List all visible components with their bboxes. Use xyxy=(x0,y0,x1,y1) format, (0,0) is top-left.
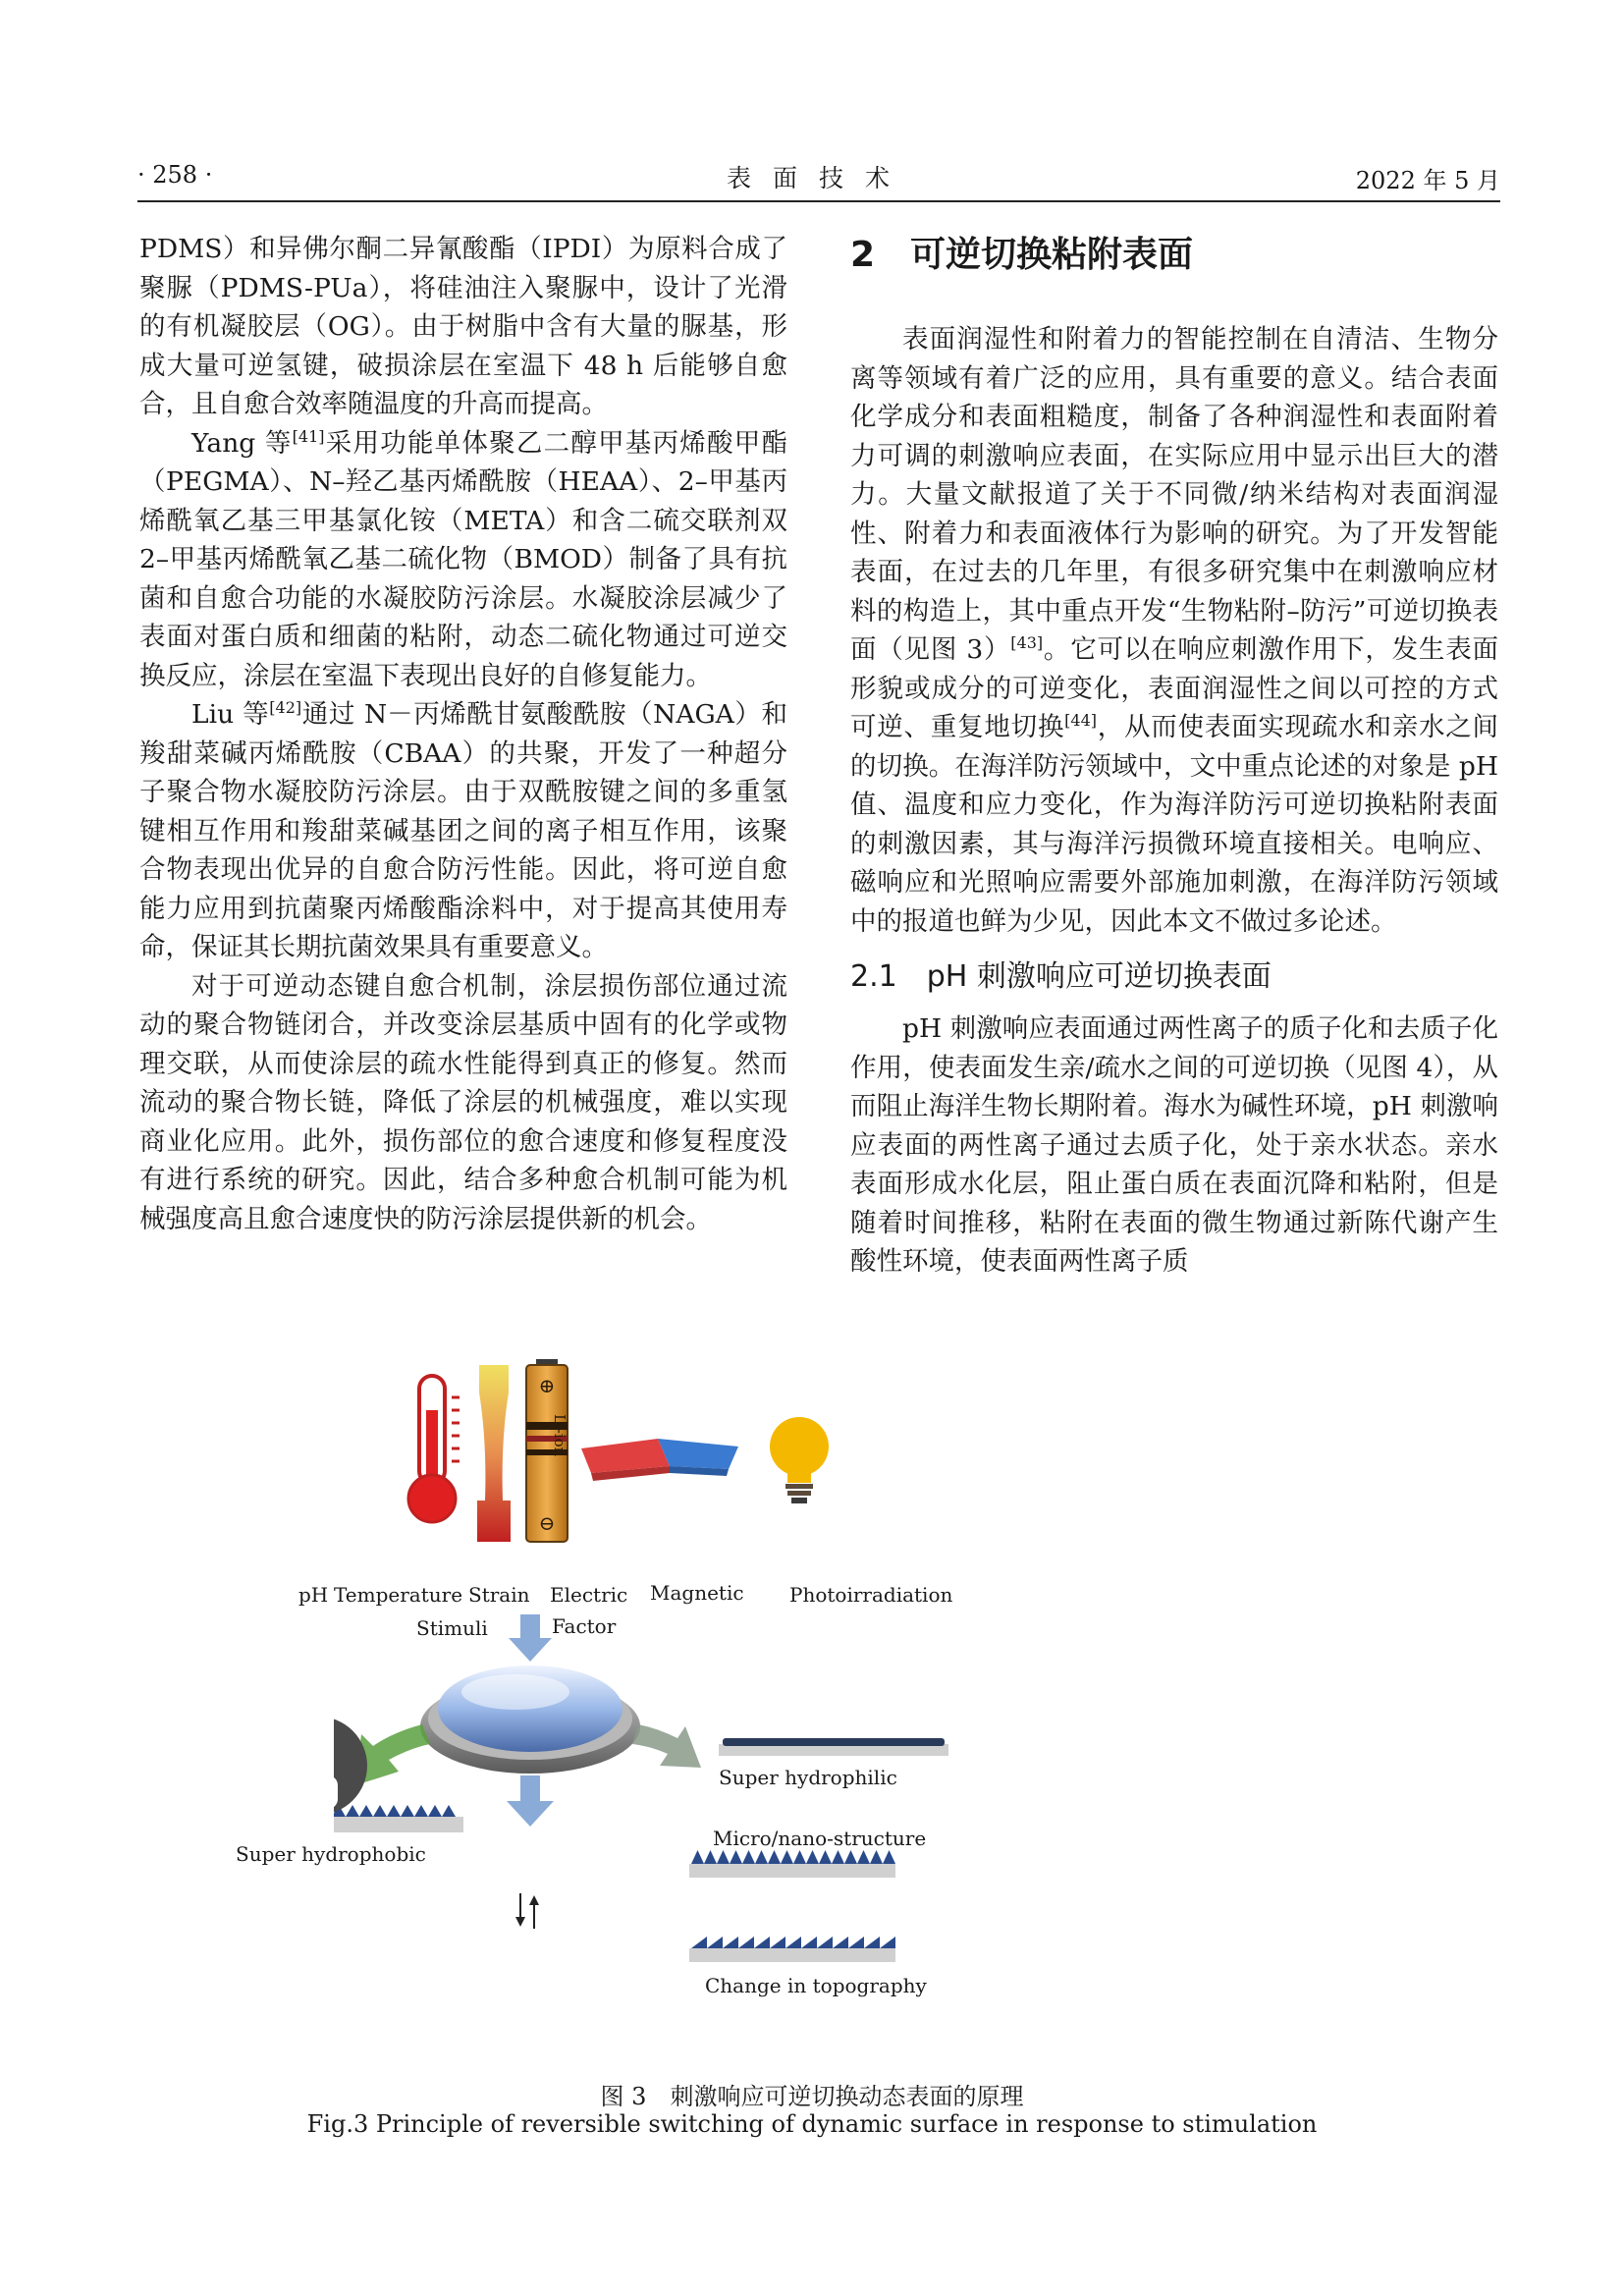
stimulus-label-temperature: Temperature xyxy=(334,1583,463,1607)
surface-spike xyxy=(359,1805,373,1817)
super-hydrophilic-label: Super hydrophilic xyxy=(719,1766,897,1789)
stimulus-label-photoirradiation: Photoirradiation xyxy=(789,1583,953,1607)
super-hydrophobic-label: Super hydrophobic xyxy=(236,1842,426,1866)
surface-spike xyxy=(832,1850,844,1864)
figure-caption-cn: 图 3 刺激响应可逆切换动态表面的原理 xyxy=(600,2083,1024,2110)
stimulus-label-strain: Strain xyxy=(468,1583,530,1607)
stimuli-arrow-icon xyxy=(509,1614,552,1662)
surface-spike xyxy=(723,1937,738,1948)
switch-arrows-icon xyxy=(515,1893,539,1929)
surface-spike xyxy=(346,1805,359,1817)
surface-spike xyxy=(691,1850,704,1864)
surface-spike xyxy=(742,1850,755,1864)
surface-spike xyxy=(373,1805,387,1817)
hydrophilic-arrow-icon xyxy=(632,1724,701,1768)
surface-spike xyxy=(768,1850,781,1864)
battery-plus-icon: ⊕ xyxy=(538,1374,556,1397)
paragraph: pH 刺激响应表面通过两性离子的质子化和去质子化作用，使表面发生亲/疏水之间的可逆切换（见图 4），从而阻止海洋生物长期附着。海水为碱性环境，pH 刺激响应表面的两性离子通过去质子化，处于亲水状态。亲水表面形成水化层，阻止蛋白质在表面沉降和粘附，但是随着时间推移，粘附在表面的微生物通过新陈代谢产生酸性环境，使表面两性离子质 xyxy=(850,1013,1498,1277)
surface-spikes xyxy=(691,1850,895,1864)
left-column xyxy=(139,230,787,1238)
surface-spike xyxy=(819,1850,832,1864)
stimuli-word: Stimuli xyxy=(416,1616,488,1640)
paragraph: Liu 等[42]通过 N－丙烯酰甘氨酸酰胺（NAGA）和羧甜菜碱丙烯酰胺（CBAA）的共聚，开发了一种超分子聚合物水凝胶防污涂层。由于双酰胺键之间的多重氢键相互作用和羧甜菜碱基团之间的离子相互作用，该聚合物表现出优异的自愈合防污性能。因此，将可逆自愈能力应用到抗菌聚丙烯酸酯涂料中，对于提高其使用寿命，保证其长期抗菌效果具有重要意义。 xyxy=(139,698,787,962)
surface-spike xyxy=(785,1937,801,1948)
subsection-heading: 2.1 pH 刺激响应可逆切换表面 xyxy=(850,959,1272,994)
figure-caption-en: Fig.3 Principle of reversible switching of dynamic surface in response to stimulation xyxy=(306,2110,1318,2138)
surface-spike xyxy=(781,1850,793,1864)
hydrophobic-arrow-icon xyxy=(355,1724,430,1785)
surface-spike xyxy=(848,1937,864,1948)
header-rule xyxy=(137,200,1500,202)
surface-spike xyxy=(870,1850,883,1864)
surface-spike xyxy=(883,1850,895,1864)
surface-spike xyxy=(401,1805,414,1817)
stimulus-label-electric: Electric xyxy=(550,1583,628,1607)
paragraph: 对于可逆动态键自愈合机制，涂层损伤部位通过流动的聚合物链闭合，并改变涂层基质中固有的化学或物理交联，从而使涂层的疏水性能得到真正的修复。然而流动的聚合物长链，降低了涂层的机械强度，难以实现商业化应用。此外，损伤部位的愈合速度和修复程度没有进行系统的研究。因此，结合多种愈合机制可能为机械强度高且愈合速度快的防污涂层提供新的机会。 xyxy=(139,970,787,1234)
issue-date: 2022 年 5 月 xyxy=(1355,167,1500,194)
page-number: · 258 · xyxy=(137,161,213,189)
surface-spike xyxy=(442,1805,456,1817)
surface-spike xyxy=(770,1937,785,1948)
surface-spike xyxy=(414,1805,428,1817)
journal-title: 表面技术 xyxy=(726,164,911,192)
factor-word: Factor xyxy=(552,1614,617,1638)
topography-change-label: Change in topography xyxy=(705,1974,927,1997)
thermometer-icon xyxy=(408,1376,460,1522)
section-heading: 2 可逆切换粘附表面 xyxy=(850,235,1194,275)
surface-spike xyxy=(857,1850,870,1864)
page-header xyxy=(137,155,1500,198)
stimulus-label-magnetic: Magnetic xyxy=(650,1581,744,1605)
surface-spike xyxy=(801,1937,817,1948)
figure-3 xyxy=(236,1353,1296,2068)
micro-nano-surface xyxy=(689,1850,895,1878)
paragraph: Yang 等[41]采用功能单体聚乙二醇甲基丙烯酸甲酯（PEGMA）、N–羟乙基丙烯酰胺（HEAA）、2–甲基丙烯酰氧乙基三甲基氯化铵（META）和含二硫交联剂双 2–甲基丙烯酰氧乙基二硫化物（BMOD）制备了具有抗菌和自愈合功能的水凝胶防污涂层。水凝胶涂层减少了表面对蛋白质和细菌的粘附，动态二硫化物通过可逆交换反应，涂层在室温下表现出良好的自修复能力。 xyxy=(139,426,787,691)
surface-spike xyxy=(833,1937,848,1948)
surface-spike xyxy=(387,1805,401,1817)
paragraph: 表面润湿性和附着力的智能控制在自清洁、生物分离等领域有着广泛的应用，具有重要的意义。结合表面化学成分和表面粗糙度，制备了各种润湿性和表面附着力可调的刺激响应表面，在实际应用中显示出巨大的潜力。大量文献报道了关于不同微/纳米结构对表面润湿性、附着力和表面液体行为影响的研究。为了开发智能表面，在过去的几年里，有很多研究集中在刺激响应材料的构造上，其中重点开发“生物粘附–防污”可逆切换表面（见图 3）[43]。它可以在响应刺激作用下，发生表面形貌或成分的可逆变化，表面润湿性之间以可控的方式可逆、重复地切换[44]，从而使表面实现疏水和亲水之间的切换。在海洋防污领域中，文中重点论述的对象是 pH 值、温度和应力变化，作为海洋防污可逆切换粘附表面的刺激因素，其与海洋污损微环境直接相关。电响应、磁响应和光照响应需要外部施加刺激，在海洋防污领域中的报道也鲜为少见，因此本文不做过多论述。 xyxy=(850,324,1499,937)
surface-spike xyxy=(844,1850,857,1864)
micro-nano-label: Micro/nano-structure xyxy=(713,1827,927,1850)
battery-label: Li-ion xyxy=(551,1414,568,1457)
topography-arrow-icon xyxy=(507,1775,554,1827)
surface-spike xyxy=(704,1850,717,1864)
surface-spike xyxy=(793,1850,806,1864)
figure-graphic xyxy=(334,1353,1296,2068)
surface-spike xyxy=(755,1850,768,1864)
stimulus-label-ph: pH xyxy=(298,1583,329,1607)
surface-spike xyxy=(707,1937,723,1948)
surface-spikes xyxy=(334,1805,456,1817)
surface-spike xyxy=(691,1937,707,1948)
surface-spike xyxy=(880,1937,895,1948)
surface-spikes xyxy=(691,1937,895,1948)
surface-spike xyxy=(717,1850,730,1864)
magnet-icon xyxy=(581,1439,738,1481)
surface-spike xyxy=(754,1937,770,1948)
changed-topography-surface xyxy=(689,1937,895,1962)
lightbulb-icon xyxy=(770,1417,829,1503)
surface-spike xyxy=(817,1937,833,1948)
battery-minus-icon: ⊖ xyxy=(538,1511,556,1535)
paragraph: PDMS）和异佛尔酮二异氰酸酯（IPDI）为原料合成了聚脲（PDMS-PUa），将硅油注入聚脲中，设计了光滑的有机凝胶层（OG）。由于树脂中含有大量的脲基，形成大量可逆氢键，破损涂层在室温下 48 h 后能够自愈合，且自愈合效率随温度的升高而提高。 xyxy=(139,234,787,419)
surface-spike xyxy=(428,1805,442,1817)
responsive-surface-disc xyxy=(420,1665,640,1774)
surface-spike xyxy=(738,1937,754,1948)
super-hydrophilic-surface xyxy=(719,1738,948,1756)
right-column xyxy=(850,230,1498,1282)
surface-spike xyxy=(806,1850,819,1864)
strain-specimen-icon xyxy=(477,1365,511,1542)
battery-icon xyxy=(526,1359,568,1542)
surface-spike xyxy=(864,1937,880,1948)
surface-spike xyxy=(730,1850,742,1864)
